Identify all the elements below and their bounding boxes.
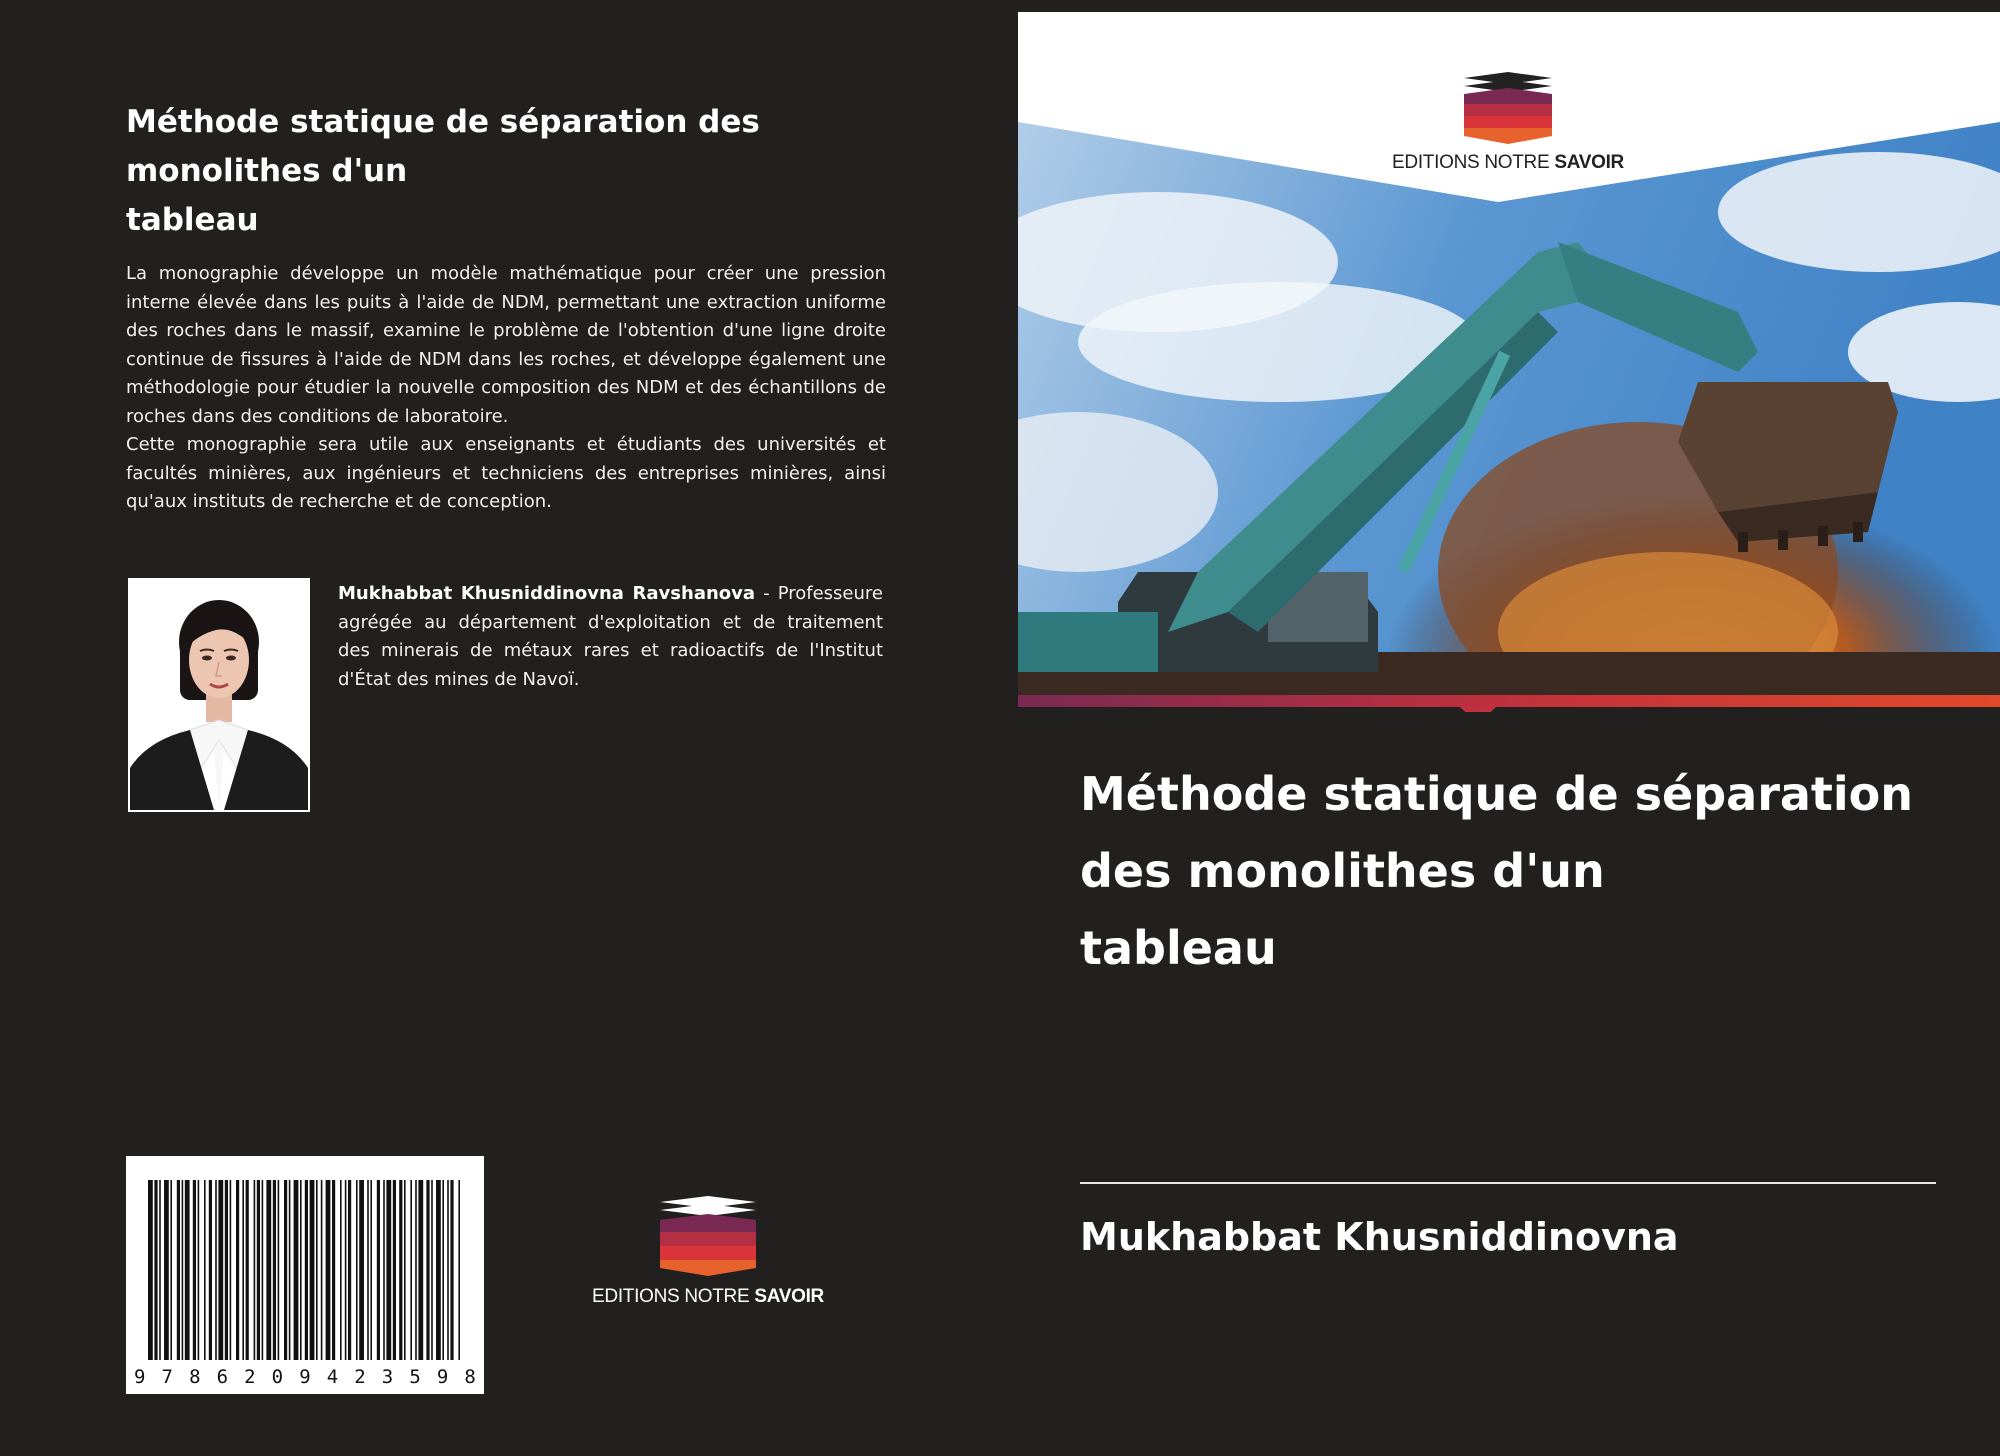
isbn-digit: 5: [409, 1366, 421, 1388]
back-cover-title: [126, 98, 826, 245]
barcode-bar: [198, 1180, 200, 1360]
barcode-bars: [126, 1156, 484, 1394]
barcode-bar: [300, 1180, 302, 1360]
isbn-digit: 2: [244, 1366, 256, 1388]
back-title-line-2: monolithes d'un: [126, 153, 408, 189]
publisher-name-back: [590, 1286, 826, 1308]
front-cover-author: Mukhabbat Khusniddinovna: [1080, 1215, 1679, 1259]
book-stack-icon: [1358, 72, 1658, 148]
barcode-bar: [348, 1180, 351, 1360]
barcode-bar: [215, 1180, 217, 1360]
barcode-bar: [159, 1180, 161, 1360]
barcode-bar: [310, 1180, 315, 1360]
barcode-bar: [289, 1180, 291, 1360]
barcode-bar: [257, 1180, 260, 1360]
barcode-bar: [278, 1180, 280, 1360]
back-title-line-3: tableau: [126, 202, 259, 238]
barcode-bar: [356, 1180, 358, 1360]
barcode-bar: [316, 1180, 318, 1360]
isbn-digit: 9: [436, 1366, 449, 1388]
barcode-bar: [458, 1180, 460, 1360]
barcode-bar: [447, 1180, 449, 1360]
barcode-bar: [426, 1180, 429, 1360]
back-title-line-1: Méthode statique de séparation des: [126, 104, 760, 140]
publisher-name-regular: EDITIONS NOTRE: [1392, 152, 1555, 173]
barcode-bar: [442, 1180, 444, 1360]
barcode-bar: [273, 1180, 276, 1360]
barcode-bar: [193, 1180, 196, 1360]
barcode-bar: [164, 1180, 169, 1360]
author-portrait-image: [130, 580, 308, 810]
isbn-digit: 4: [326, 1366, 339, 1388]
barcode-bar: [418, 1180, 423, 1360]
barcode-bar: [367, 1180, 369, 1360]
barcode-bar: [377, 1180, 380, 1360]
isbn-digit: 8: [189, 1366, 201, 1388]
barcode-bar: [399, 1180, 402, 1360]
barcode-bar: [242, 1180, 244, 1360]
barcode-bar: [185, 1180, 190, 1360]
barcode-bar: [284, 1180, 287, 1360]
barcode-bar: [359, 1180, 364, 1360]
isbn-digit: 9: [299, 1366, 311, 1388]
front-cover: [1018, 0, 2000, 1456]
bio-text: - Professeure agrégée au département d'exploitation et de traitement des minerais de métaux rares et radioactifs de l'Institut d'État des mines de Navoï.: [338, 583, 883, 690]
barcode-bar: [262, 1180, 264, 1360]
front-title-line-3: tableau: [1080, 921, 1277, 975]
bio-author-name: Mukhabbat Khusniddinovna Ravshanova: [338, 583, 756, 604]
barcode-bar: [230, 1180, 232, 1360]
author-bio: [338, 580, 883, 694]
isbn-digit: 6: [216, 1366, 229, 1388]
cover-photo-excavator: [1018, 12, 2000, 712]
publisher-logo-front: [1358, 72, 1658, 182]
isbn-digit: 2: [354, 1366, 366, 1388]
barcode-bar: [305, 1180, 308, 1360]
author-photo: [128, 578, 310, 812]
publisher-name-regular: EDITIONS NOTRE: [592, 1286, 755, 1307]
barcode-bar: [321, 1180, 323, 1360]
book-stack-icon: [590, 1196, 826, 1282]
barcode-bar: [404, 1180, 406, 1360]
barcode-bar: [431, 1180, 433, 1360]
isbn-digit: 9: [134, 1366, 146, 1388]
publisher-logo-back: [590, 1196, 826, 1316]
barcode-bar: [393, 1180, 396, 1360]
isbn-digits: [134, 1366, 476, 1388]
publisher-name-bold: SAVOIR: [1554, 152, 1624, 173]
barcode-bar: [386, 1180, 391, 1360]
front-title-line-1: Méthode statique de séparation: [1080, 767, 1914, 821]
isbn-digit: 3: [381, 1366, 394, 1388]
title-divider: [1080, 1182, 1936, 1184]
barcode-bar: [266, 1180, 271, 1360]
publisher-name-front: [1358, 152, 1658, 174]
description-paragraph-2: Cette monographie sera utile aux enseignants et étudiants des universités et facultés minières, aux ingénieurs et techniciens des entreprises minières, ainsi qu'aux instituts de recherche et de conception.: [126, 434, 886, 512]
front-title-line-2: des monolithes d'un: [1080, 844, 1605, 898]
publisher-name-bold: SAVOIR: [754, 1286, 824, 1307]
description-paragraph-1: La monographie développe un modèle mathématique pour créer une pression interne élevée dans les puits à l'aide de NDM, permettant une extraction uniforme des roches dans le massif, examine le problème de l'obtention d'une ligne droite continue de fissures à l'aide de NDM dans les roches, et développe également une méthodologie pour étudier la nouvelle composition des NDM et des échantillons de roches dans des conditions de laboratoire.: [126, 263, 886, 427]
barcode-bar: [154, 1180, 157, 1360]
barcode-bar: [148, 1180, 153, 1360]
barcode-bar: [246, 1180, 249, 1360]
front-cover-title: [1080, 756, 1980, 987]
barcode-bar: [254, 1180, 256, 1360]
barcode-bar: [415, 1180, 417, 1360]
book-description: [126, 260, 886, 517]
barcode-bar: [332, 1180, 335, 1360]
barcode-bar: [436, 1180, 441, 1360]
isbn-digit: 8: [464, 1366, 476, 1388]
barcode-bar: [383, 1180, 385, 1360]
barcode-bar: [340, 1180, 342, 1360]
barcode-bar: [170, 1180, 172, 1360]
barcode-bar: [326, 1180, 331, 1360]
barcode-bar: [450, 1180, 453, 1360]
barcode-bar: [236, 1180, 239, 1360]
barcode-bar: [410, 1180, 412, 1360]
barcode-bar: [370, 1180, 372, 1360]
barcode-bar: [294, 1180, 299, 1360]
barcode-bar: [209, 1180, 212, 1360]
barcode-bar: [218, 1180, 223, 1360]
barcode-bar: [225, 1180, 228, 1360]
barcode-bar: [204, 1180, 206, 1360]
barcode-bar: [177, 1180, 180, 1360]
barcode-bar: [345, 1180, 347, 1360]
isbn-digit: 7: [161, 1366, 173, 1388]
barcode-bar: [182, 1180, 184, 1360]
isbn-digit: 0: [271, 1366, 284, 1388]
isbn-barcode: [126, 1156, 484, 1394]
